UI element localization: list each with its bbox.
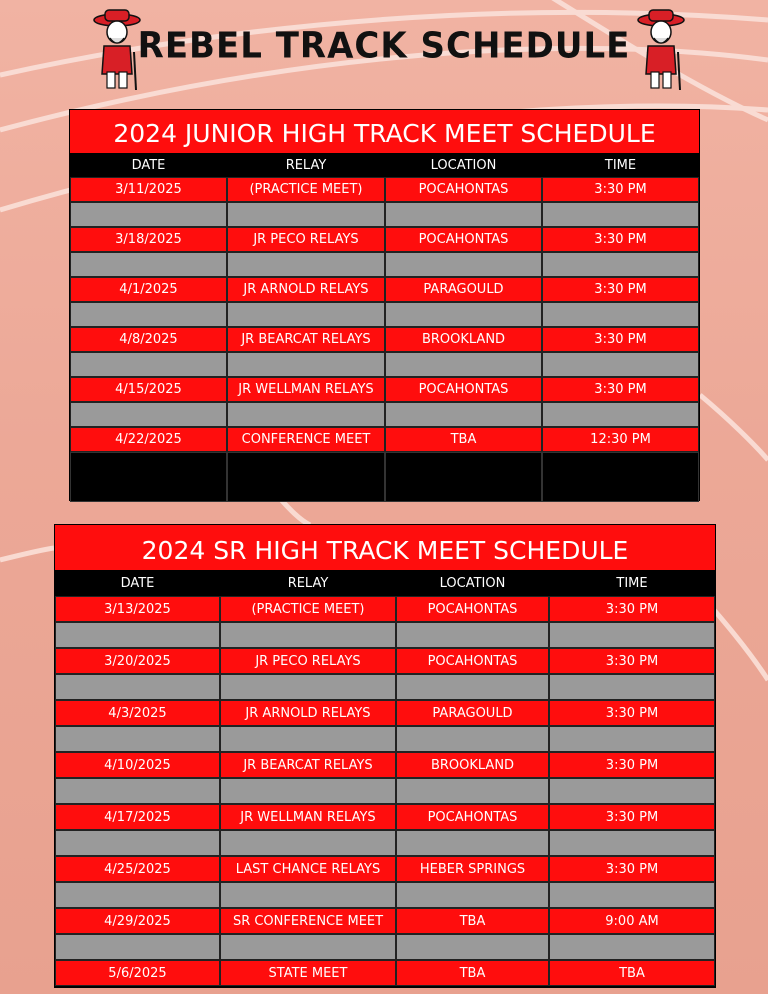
cell-relay: JR BEARCAT RELAYS: [227, 327, 385, 352]
cell-location: HEBER SPRINGS: [396, 856, 549, 882]
spacer-cell: [55, 934, 220, 960]
spacer-cell: [220, 882, 396, 908]
cell-time: 3:30 PM: [549, 596, 715, 622]
cell-date: 4/15/2025: [70, 377, 227, 402]
spacer-cell: [396, 934, 549, 960]
cell-location: POCAHONTAS: [385, 377, 542, 402]
spacer-cell: [227, 352, 385, 377]
rebel-mascot-icon: [636, 8, 686, 92]
cell-location: TBA: [396, 960, 549, 986]
spacer-cell: [396, 882, 549, 908]
cell-date: 3/18/2025: [70, 227, 227, 252]
spacer-cell: [542, 202, 699, 227]
spacer-cell: [220, 778, 396, 804]
cell-relay: STATE MEET: [220, 960, 396, 986]
spacer-cell: [542, 402, 699, 427]
spacer-cell: [385, 352, 542, 377]
spacer-cell: [549, 934, 715, 960]
cell-relay: SR CONFERENCE MEET: [220, 908, 396, 934]
cell-location: POCAHONTAS: [385, 227, 542, 252]
spacer-cell: [542, 252, 699, 277]
cell-time: 3:30 PM: [542, 177, 699, 202]
cell-time: 9:00 AM: [549, 908, 715, 934]
column-header-time: TIME: [542, 153, 699, 177]
column-header-location: LOCATION: [385, 153, 542, 177]
spacer-cell: [396, 830, 549, 856]
cell-date: 4/29/2025: [55, 908, 220, 934]
cell-location: BROOKLAND: [396, 752, 549, 778]
column-header-date: DATE: [55, 570, 220, 596]
page-title: REBEL TRACK SCHEDULE: [137, 25, 631, 67]
spacer-cell: [396, 674, 549, 700]
spacer-cell: [542, 302, 699, 327]
spacer-cell: [549, 830, 715, 856]
spacer-cell: [549, 726, 715, 752]
cell-relay: LAST CHANCE RELAYS: [220, 856, 396, 882]
spacer-cell: [220, 622, 396, 648]
senior-schedule-grid: [55, 570, 715, 986]
spacer-cell: [220, 830, 396, 856]
cell-time: 3:30 PM: [549, 700, 715, 726]
senior-schedule-title: 2024 SR HIGH TRACK MEET SCHEDULE: [55, 525, 715, 570]
cell-time: 3:30 PM: [549, 752, 715, 778]
junior-schedule-grid: [70, 153, 699, 502]
empty-cell: [385, 452, 542, 502]
cell-time: 3:30 PM: [542, 327, 699, 352]
cell-relay: CONFERENCE MEET: [227, 427, 385, 452]
cell-date: 4/10/2025: [55, 752, 220, 778]
column-header-time: TIME: [549, 570, 715, 596]
spacer-cell: [70, 352, 227, 377]
cell-relay: JR PECO RELAYS: [220, 648, 396, 674]
spacer-cell: [55, 830, 220, 856]
cell-time: TBA: [549, 960, 715, 986]
cell-date: 4/1/2025: [70, 277, 227, 302]
cell-location: PARAGOULD: [396, 700, 549, 726]
senior-schedule-table: [54, 524, 716, 988]
spacer-cell: [55, 778, 220, 804]
column-header-relay: RELAY: [227, 153, 385, 177]
empty-cell: [70, 452, 227, 502]
spacer-cell: [396, 778, 549, 804]
cell-location: PARAGOULD: [385, 277, 542, 302]
cell-time: 12:30 PM: [542, 427, 699, 452]
spacer-cell: [70, 402, 227, 427]
spacer-cell: [70, 302, 227, 327]
cell-relay: (PRACTICE MEET): [220, 596, 396, 622]
spacer-cell: [396, 622, 549, 648]
spacer-cell: [385, 402, 542, 427]
cell-location: TBA: [396, 908, 549, 934]
column-header-relay: RELAY: [220, 570, 396, 596]
cell-relay: JR WELLMAN RELAYS: [227, 377, 385, 402]
spacer-cell: [220, 726, 396, 752]
cell-time: 3:30 PM: [549, 804, 715, 830]
spacer-cell: [55, 882, 220, 908]
spacer-cell: [227, 252, 385, 277]
spacer-cell: [55, 674, 220, 700]
cell-relay: (PRACTICE MEET): [227, 177, 385, 202]
cell-location: POCAHONTAS: [396, 804, 549, 830]
cell-date: 4/8/2025: [70, 327, 227, 352]
spacer-cell: [220, 674, 396, 700]
spacer-cell: [549, 674, 715, 700]
cell-location: TBA: [385, 427, 542, 452]
spacer-cell: [227, 402, 385, 427]
empty-cell: [542, 452, 699, 502]
spacer-cell: [385, 302, 542, 327]
spacer-cell: [385, 202, 542, 227]
cell-location: POCAHONTAS: [396, 648, 549, 674]
spacer-cell: [549, 882, 715, 908]
spacer-cell: [549, 778, 715, 804]
spacer-cell: [220, 934, 396, 960]
cell-date: 4/25/2025: [55, 856, 220, 882]
cell-time: 3:30 PM: [549, 648, 715, 674]
spacer-cell: [227, 302, 385, 327]
spacer-cell: [396, 726, 549, 752]
cell-date: 5/6/2025: [55, 960, 220, 986]
cell-relay: JR ARNOLD RELAYS: [220, 700, 396, 726]
cell-date: 3/13/2025: [55, 596, 220, 622]
spacer-cell: [385, 252, 542, 277]
column-header-date: DATE: [70, 153, 227, 177]
spacer-cell: [70, 202, 227, 227]
cell-date: 3/11/2025: [70, 177, 227, 202]
cell-location: POCAHONTAS: [396, 596, 549, 622]
cell-relay: JR ARNOLD RELAYS: [227, 277, 385, 302]
junior-schedule-table: [69, 109, 700, 501]
cell-date: 4/17/2025: [55, 804, 220, 830]
spacer-cell: [55, 726, 220, 752]
cell-date: 4/3/2025: [55, 700, 220, 726]
spacer-cell: [70, 252, 227, 277]
cell-location: BROOKLAND: [385, 327, 542, 352]
cell-date: 3/20/2025: [55, 648, 220, 674]
cell-location: POCAHONTAS: [385, 177, 542, 202]
spacer-cell: [55, 622, 220, 648]
cell-date: 4/22/2025: [70, 427, 227, 452]
cell-relay: JR WELLMAN RELAYS: [220, 804, 396, 830]
cell-time: 3:30 PM: [542, 377, 699, 402]
empty-cell: [227, 452, 385, 502]
cell-time: 3:30 PM: [542, 277, 699, 302]
cell-relay: JR BEARCAT RELAYS: [220, 752, 396, 778]
spacer-cell: [549, 622, 715, 648]
junior-schedule-title: 2024 JUNIOR HIGH TRACK MEET SCHEDULE: [70, 110, 699, 153]
cell-time: 3:30 PM: [542, 227, 699, 252]
spacer-cell: [542, 352, 699, 377]
cell-relay: JR PECO RELAYS: [227, 227, 385, 252]
column-header-location: LOCATION: [396, 570, 549, 596]
spacer-cell: [227, 202, 385, 227]
cell-time: 3:30 PM: [549, 856, 715, 882]
